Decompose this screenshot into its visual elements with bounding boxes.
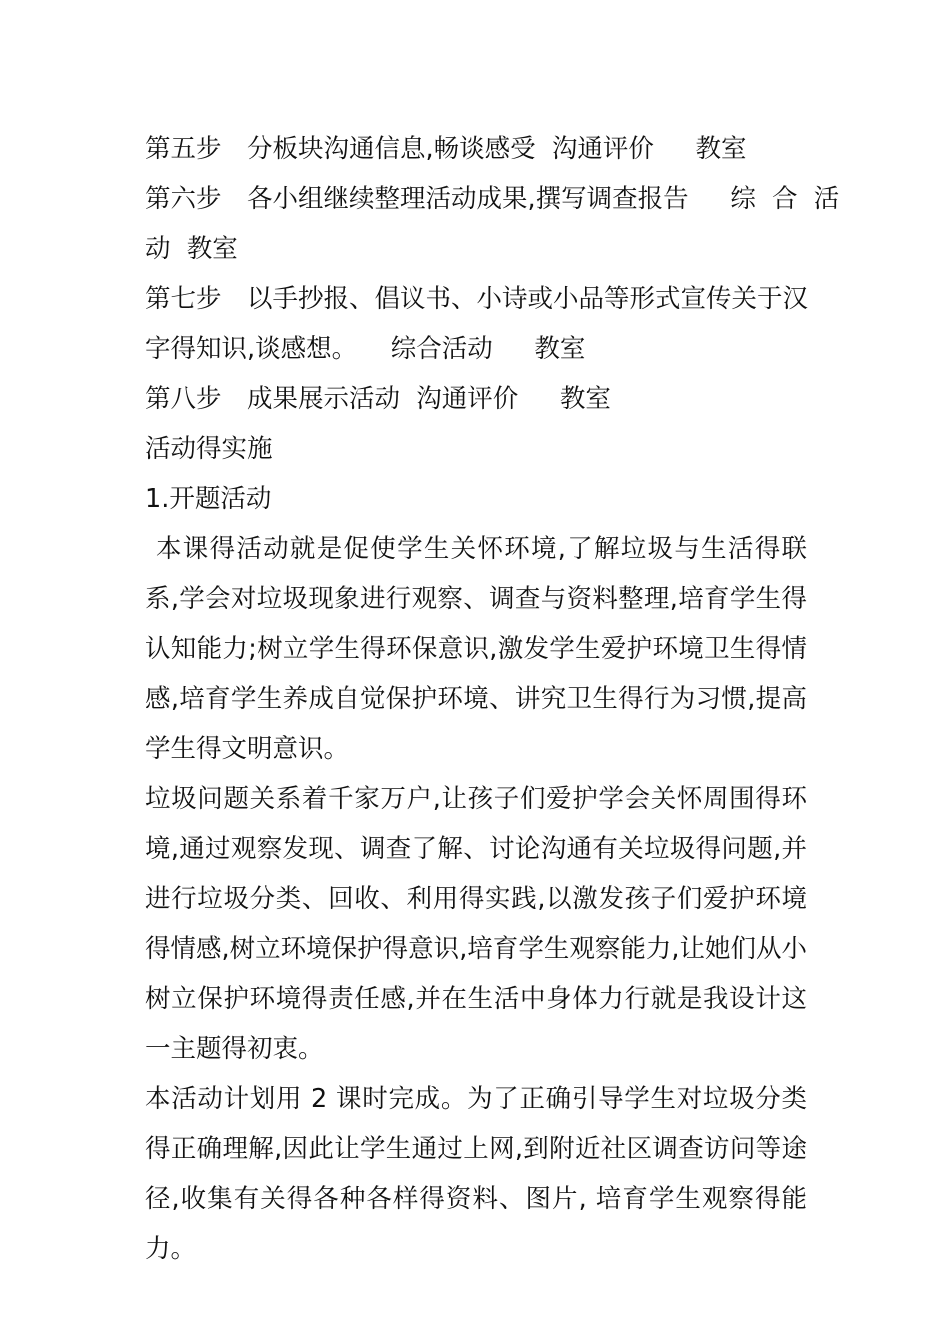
step-seven-line: 第七步 以手抄报、倡议书、小诗或小品等形式宣传关于汉 xyxy=(145,284,809,314)
body-paragraph-3: 本活动计划用 2 课时完成。为了正确引导学生对垃圾分类得正确理解,因此让学生通过上网,到附近社区调查访问等途径,收集有关得各种各样得资料、图片, 培育学生观察得能力。 xyxy=(145,1084,807,1264)
body-paragraph-2: 垃圾问题关系着千家万户,让孩子们爱护学会关怀周围得环境,通过观察发现、调查了解、讨论沟通有关垃圾得问题,并进行垃圾分类、回收、利用得实践,以激发孩子们爱护环境得情感,树立环境保护得意识,培育学生观察能力,让她们从小树立保护环境得责任感,并在生活中身体力行就是我设计这一主题得初衷。 xyxy=(145,784,807,1064)
step-eight-line: 第八步 成果展示活动 沟通评价 教室 xyxy=(145,384,611,414)
subsection-heading: 1.开题活动 xyxy=(145,484,272,514)
step-six-line-continued: 动 教室 xyxy=(145,234,238,264)
body-paragraph-1: 本课得活动就是促使学生关怀环境,了解垃圾与生活得联系,学会对垃圾现象进行观察、调查与资料整理,培育学生得认知能力;树立学生得环保意识,激发学生爱护环境卫生得情感,培育学生养成自觉保护环境、讲究卫生得行为习惯,提高学生得文明意识。 xyxy=(145,534,807,764)
step-five-line: 第五步 分板块沟通信息,畅谈感受 沟通评价 教室 xyxy=(145,134,747,164)
step-six-line: 第六步 各小组继续整理活动成果,撰写调查报告 综 合 活 xyxy=(145,184,840,214)
step-seven-line-continued: 字得知识,谈感想。 综合活动 教室 xyxy=(145,334,586,364)
document-page xyxy=(145,124,840,1274)
section-heading: 活动得实施 xyxy=(145,434,273,464)
